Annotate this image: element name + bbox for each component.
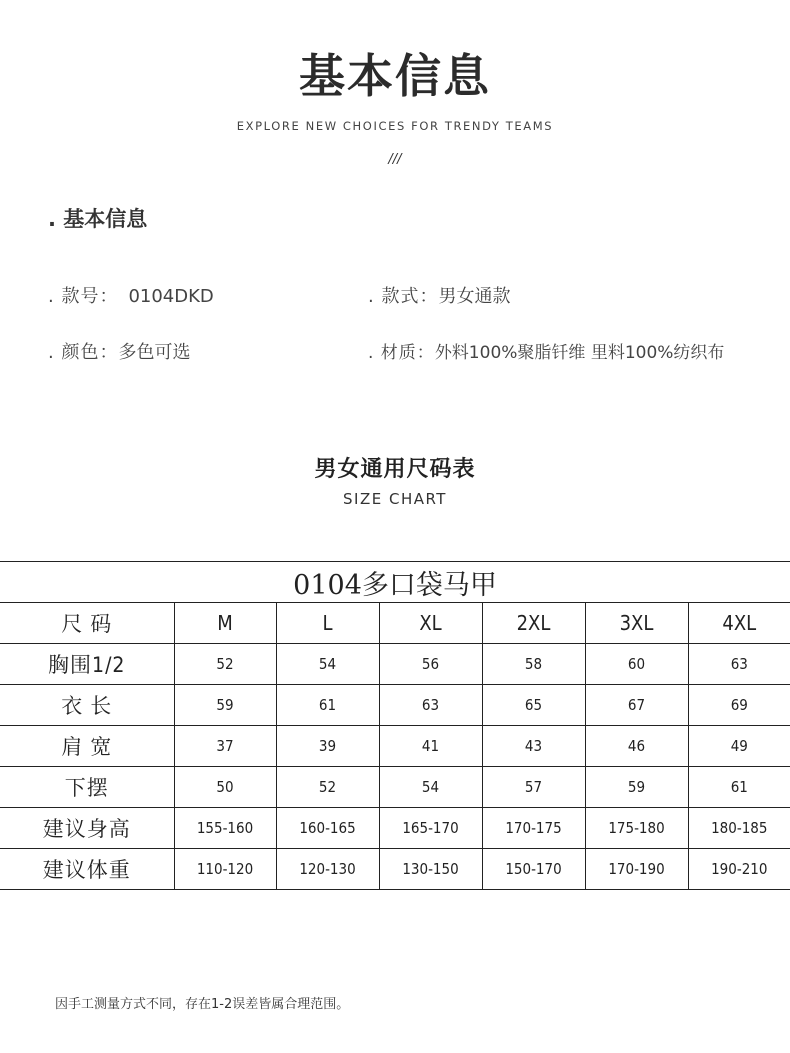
table-cell: 160-165 (276, 808, 379, 849)
basic-info-heading: . 基本信息 (48, 207, 148, 231)
row-label-cell: 衣 长 (0, 685, 174, 726)
row-label-cell: 胸围1/2 (0, 644, 174, 685)
table-cell: 56 (379, 644, 482, 685)
size-table (0, 561, 790, 890)
table-cell: 46 (585, 726, 688, 767)
table-cell: 60 (585, 644, 688, 685)
table-row (0, 685, 790, 726)
model-number-field (48, 282, 214, 308)
table-cell: 175-180 (585, 808, 688, 849)
table-cell: 61 (276, 685, 379, 726)
table-cell: 54 (379, 767, 482, 808)
row-label-cell: 建议体重 (0, 849, 174, 890)
size-chart-subtitle: SIZE CHART (343, 490, 447, 508)
size-header-cell: XL (379, 603, 482, 644)
table-header-row (0, 603, 790, 644)
table-cell: 69 (688, 685, 790, 726)
size-header-cell: 4XL (688, 603, 790, 644)
table-caption: 0104多口袋马甲 (0, 562, 790, 603)
table-cell: 50 (174, 767, 276, 808)
table-cell: 61 (688, 767, 790, 808)
table-caption-row (0, 562, 790, 603)
material-field (368, 338, 724, 363)
table-cell: 120-130 (276, 849, 379, 890)
row-label-cell: 建议身高 (0, 808, 174, 849)
table-cell: 155-160 (174, 808, 276, 849)
table-cell: 37 (174, 726, 276, 767)
header-label-cell: 尺 码 (0, 603, 174, 644)
table-cell: 190-210 (688, 849, 790, 890)
style-value: 男女通款 (438, 286, 511, 307)
table-cell: 110-120 (174, 849, 276, 890)
table-row (0, 849, 790, 890)
size-chart-title: 男女通用尺码表 (314, 457, 476, 482)
style-label: . 款式： (368, 286, 439, 307)
model-number-label: . 款号： (48, 286, 119, 307)
page-title: 基本信息 (299, 49, 491, 103)
table-cell: 170-175 (482, 808, 585, 849)
table-cell: 130-150 (379, 849, 482, 890)
table-cell: 57 (482, 767, 585, 808)
table-cell: 39 (276, 726, 379, 767)
table-cell: 180-185 (688, 808, 790, 849)
row-label-cell: 下摆 (0, 767, 174, 808)
size-header-cell: 3XL (585, 603, 688, 644)
table-cell: 49 (688, 726, 790, 767)
model-number-value: 0104DKD (128, 286, 214, 307)
table-cell: 63 (379, 685, 482, 726)
table-cell: 54 (276, 644, 379, 685)
english-subtitle: EXPLORE NEW CHOICES FOR TRENDY TEAMS (236, 119, 554, 133)
row-label-cell: 肩 宽 (0, 726, 174, 767)
table-cell: 63 (688, 644, 790, 685)
decorative-slashes: /// (388, 152, 402, 167)
table-cell: 67 (585, 685, 688, 726)
table-cell: 59 (585, 767, 688, 808)
table-row (0, 644, 790, 685)
measurement-footnote: 因手工测量方式不同，存在1-2误差皆属合理范围。 (55, 997, 350, 1012)
table-cell: 52 (276, 767, 379, 808)
size-header-cell: L (276, 603, 379, 644)
table-cell: 170-190 (585, 849, 688, 890)
table-cell: 65 (482, 685, 585, 726)
table-row (0, 726, 790, 767)
color-value: 多色可选 (118, 342, 191, 363)
style-field (368, 282, 510, 308)
material-label: . 材质： (368, 343, 435, 363)
table-cell: 58 (482, 644, 585, 685)
color-field (48, 338, 190, 364)
table-cell: 165-170 (379, 808, 482, 849)
table-cell: 43 (482, 726, 585, 767)
size-header-cell: M (174, 603, 276, 644)
material-value: 外料100%聚脂钎维 里料100%纺织布 (434, 343, 725, 363)
color-label: . 颜色： (48, 342, 119, 363)
table-row (0, 767, 790, 808)
size-header-cell: 2XL (482, 603, 585, 644)
table-cell: 59 (174, 685, 276, 726)
table-cell: 41 (379, 726, 482, 767)
table-row (0, 808, 790, 849)
table-cell: 52 (174, 644, 276, 685)
table-cell: 150-170 (482, 849, 585, 890)
